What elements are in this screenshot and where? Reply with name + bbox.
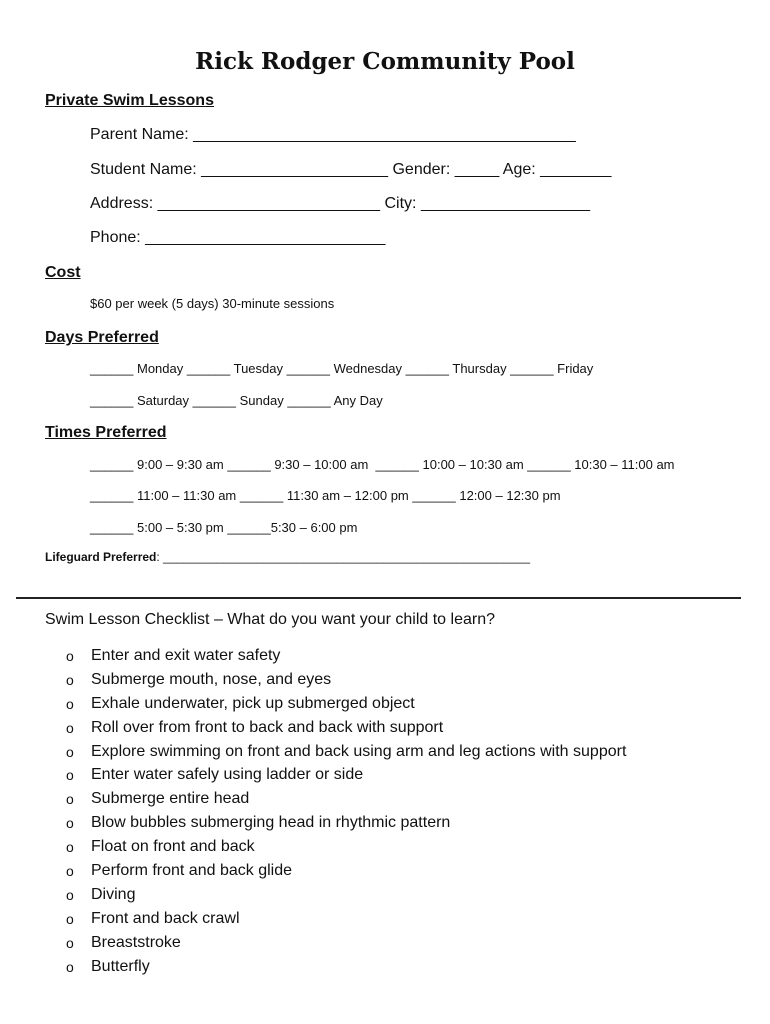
private-swim-heading: Private Swim Lessons: [45, 92, 214, 109]
list-item: o Diving: [66, 885, 136, 903]
bullet-icon: o: [66, 743, 74, 760]
days-preferred-heading: Days Preferred: [45, 329, 159, 346]
bullet-icon: o: [66, 934, 74, 951]
address-city-field[interactable]: Address: _________________________ City: ___________________: [90, 195, 591, 212]
list-item: o Enter water safely using ladder or side: [66, 766, 364, 784]
bullet-icon: o: [66, 958, 74, 975]
section-divider: [16, 597, 741, 599]
bullet-icon: o: [66, 767, 74, 784]
parent-name-field[interactable]: Parent Name: ___________________________________________: [90, 126, 576, 143]
list-item: o Butterfly: [66, 957, 150, 975]
phone-field[interactable]: Phone: ___________________________: [90, 229, 386, 246]
list-item: o Submerge entire head: [66, 790, 250, 808]
cost-heading: Cost: [45, 264, 81, 281]
checklist-title: Swim Lesson Checklist – What do you want your child to learn?: [45, 611, 495, 628]
days-row-weekdays[interactable]: ______ Monday ______ Tuesday ______ Wednesday ______ Thursday ______ Friday: [90, 361, 594, 376]
lifeguard-label: Lifeguard Preferred: [45, 550, 157, 564]
cost-text: $60 per week (5 days) 30-minute sessions: [90, 296, 335, 311]
bullet-icon: o: [66, 863, 74, 880]
bullet-icon: o: [66, 886, 74, 903]
page-title: Rick Rodger Community Pool: [195, 48, 575, 75]
bullet-icon: o: [66, 839, 74, 856]
list-item: o Blow bubbles submerging head in rhythmic pattern: [66, 814, 451, 832]
checklist: [66, 646, 626, 980]
bullet-icon: o: [66, 695, 74, 712]
times-row-morning[interactable]: ______ 9:00 – 9:30 am ______ 9:30 – 10:00 am ______ 10:00 – 10:30 am ______ 10:30 – 11:00 am: [90, 457, 675, 472]
list-item: o Float on front and back: [66, 838, 255, 856]
bullet-icon: o: [66, 910, 74, 927]
student-name-gender-age-field[interactable]: Student Name: _____________________ Gender: _____ Age: ________: [90, 161, 612, 178]
list-item: o Roll over from front to back and back with support: [66, 718, 444, 736]
list-item: o Enter and exit water safety: [66, 647, 281, 664]
list-item: o Submerge mouth, nose, and eyes: [66, 670, 332, 688]
lifeguard-preferred-field[interactable]: [45, 551, 530, 563]
days-row-weekend[interactable]: ______ Saturday ______ Sunday ______ Any Day: [90, 393, 383, 408]
list-item: o Explore swimming on front and back using arm and leg actions with support: [66, 742, 627, 760]
list-item: o Breaststroke: [66, 933, 181, 951]
bullet-icon: o: [66, 791, 74, 808]
times-row-midday[interactable]: ______ 11:00 – 11:30 am ______ 11:30 am – 12:00 pm ______ 12:00 – 12:30 pm: [90, 488, 561, 503]
bullet-icon: o: [66, 671, 74, 688]
list-item: o Perform front and back glide: [66, 862, 292, 880]
list-item: o Exhale underwater, pick up submerged object: [66, 694, 415, 712]
times-row-evening[interactable]: ______ 5:00 – 5:30 pm ______5:30 – 6:00 pm: [90, 520, 358, 535]
bullet-icon: o: [66, 815, 74, 832]
list-item: o Front and back crawl: [66, 909, 240, 927]
times-preferred-heading: Times Preferred: [45, 424, 167, 441]
bullet-icon: o: [66, 648, 74, 664]
lifeguard-line[interactable]: : _______________________________________________________: [156, 550, 531, 564]
bullet-icon: o: [66, 719, 74, 736]
